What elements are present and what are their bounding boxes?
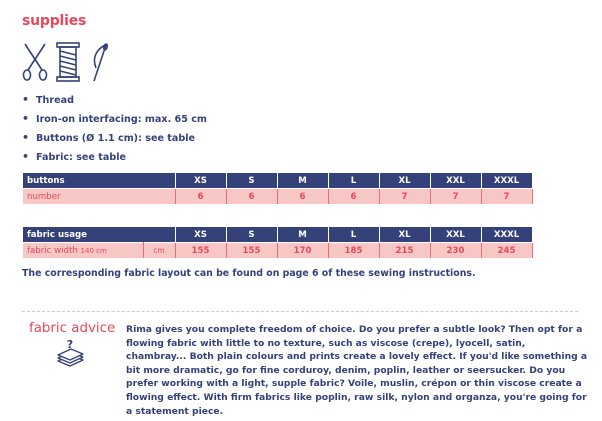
size-header: M	[277, 227, 328, 243]
size-header: XS	[175, 227, 226, 243]
table-cell: 155	[226, 243, 277, 259]
bullet-icon: •	[22, 93, 30, 106]
needle-icon	[88, 42, 112, 82]
table-cell: 155	[175, 243, 226, 259]
table-row	[23, 243, 532, 259]
size-header: L	[328, 173, 379, 189]
table-cell: 6	[328, 189, 379, 205]
table-cell: 7	[379, 189, 430, 205]
advice-text: Rima gives you complete freedom of choice. Do you prefer a subtle look? Then opt for a flowing fabric with little to no texture, such as viscose (crepe), lyocell, satin, chambray... Both plain colours and prints create a lovely effect. If you'd like something a bit more dramatic, go for fine corduroy, denim, poplin, leather or seersucker. Do you prefer working with a light, supple fabric? Voile, muslin, crépon or thin viscose create a flowing effect. With firm fabrics like poplin, raw silk, nylon and organza, you're going for a statement piece.	[126, 324, 588, 417]
bullet-icon: •	[22, 150, 30, 163]
table-cell: 6	[277, 189, 328, 205]
table-cell: 7	[430, 189, 481, 205]
buttons-table	[23, 173, 533, 204]
size-header: L	[328, 227, 379, 243]
size-header: XXL	[430, 173, 481, 189]
row-label: number	[23, 189, 175, 205]
list-item-text: Thread	[36, 95, 74, 106]
list-item	[22, 92, 207, 111]
table-cell: 185	[328, 243, 379, 259]
table-cell: 215	[379, 243, 430, 259]
fabric-stack-question-icon	[55, 339, 85, 369]
table-header-row	[23, 227, 532, 243]
size-header: S	[226, 227, 277, 243]
table-header-label: fabric usage	[23, 227, 175, 243]
table-cell: 230	[430, 243, 481, 259]
list-item-text: Iron-on interfacing: max. 65 cm	[36, 114, 207, 125]
size-header: XXXL	[481, 173, 532, 189]
size-header: M	[277, 173, 328, 189]
size-header: XL	[379, 173, 430, 189]
bullet-icon: •	[22, 131, 30, 144]
supplies-list	[22, 92, 207, 168]
size-header: XXXL	[481, 227, 532, 243]
size-header: S	[226, 173, 277, 189]
list-item-text: Buttons (Ø 1.1 cm): see table	[36, 133, 196, 144]
row-label-sub: 140 cm	[80, 246, 107, 255]
unit-label: cm	[143, 243, 175, 259]
table-header-label: buttons	[23, 173, 175, 189]
advice-title: fabric advice	[29, 321, 116, 336]
row-label	[23, 243, 143, 259]
table-cell: 6	[175, 189, 226, 205]
table-header-row	[23, 173, 532, 189]
divider	[22, 311, 578, 312]
tools-row	[22, 42, 118, 82]
bullet-icon: •	[22, 112, 30, 125]
row-label-text: fabric width	[27, 245, 78, 256]
thread-spool-icon	[55, 42, 81, 82]
scissors-icon	[22, 42, 48, 82]
table-cell: 7	[481, 189, 532, 205]
page-title: supplies	[22, 13, 87, 29]
list-item	[22, 149, 207, 168]
svg-text:?: ?	[66, 339, 74, 351]
list-item	[22, 111, 207, 130]
size-header: XXL	[430, 227, 481, 243]
fabric-layout-note: The corresponding fabric layout can be found on page 6 of these sewing instructions.	[22, 268, 476, 279]
list-item-text: Fabric: see table	[36, 152, 127, 163]
size-header: XS	[175, 173, 226, 189]
size-header: XL	[379, 227, 430, 243]
table-cell: 6	[226, 189, 277, 205]
table-row	[23, 189, 532, 205]
list-item	[22, 130, 207, 149]
fabric-usage-table	[23, 227, 533, 258]
table-cell: 245	[481, 243, 532, 259]
table-cell: 170	[277, 243, 328, 259]
